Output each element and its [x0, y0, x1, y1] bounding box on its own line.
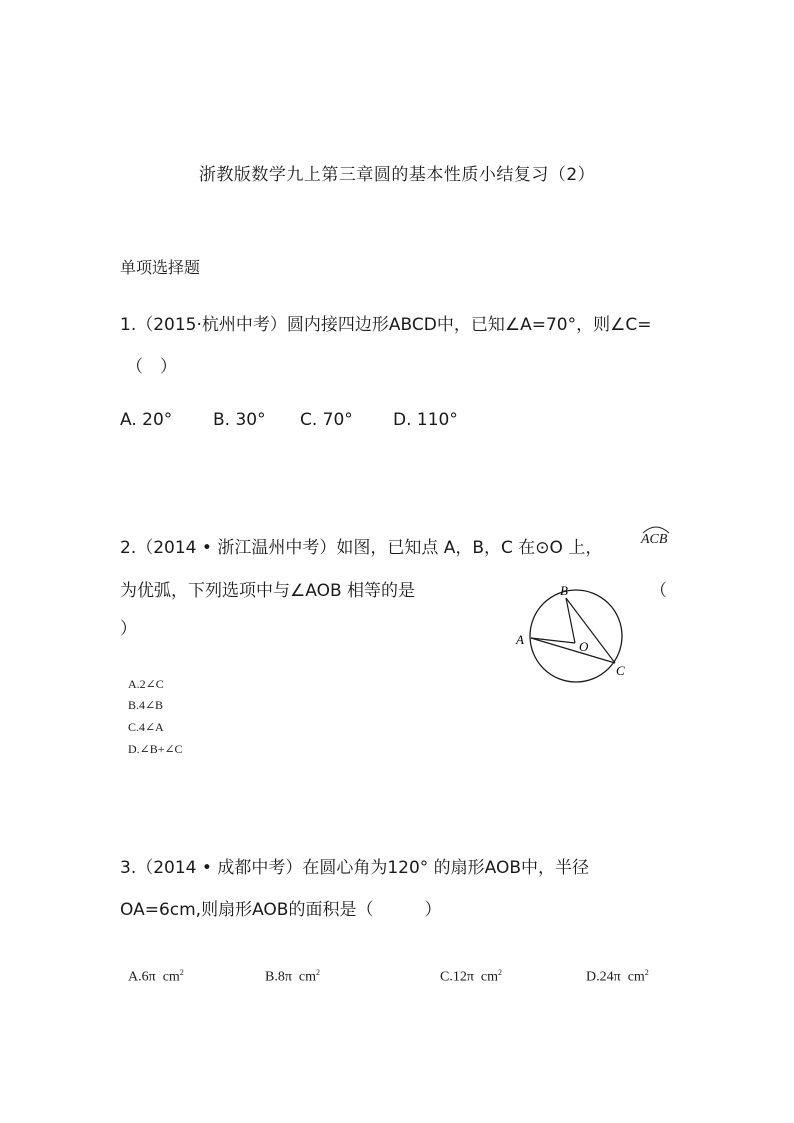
q3-option-a-unit: cm [162, 969, 180, 985]
q1-option-c: C. 70° [300, 410, 353, 430]
circle-figure [510, 580, 660, 695]
q2-arc-notation [641, 528, 667, 548]
q2-option-c: C.4∠A [128, 720, 164, 734]
section-heading: 单项选择题 [120, 258, 201, 277]
q3-option-b-unit: cm [298, 969, 317, 985]
q3-option-b-sup: 2 [316, 968, 321, 977]
q1-stem-line2: （ ） [126, 357, 177, 377]
q3-option-a [128, 968, 184, 986]
q2-arc-label: ACB [641, 532, 668, 547]
page-title: 浙教版数学九上第三章圆的基本性质小结复习（2） [198, 165, 596, 185]
q3-option-c [440, 968, 502, 986]
label-c: C [616, 663, 625, 678]
q3-option-b [265, 968, 320, 986]
q3-option-d [586, 968, 649, 986]
q2-stem-line2: 为优弧，下列选项中与∠AOB 相等的是 [120, 581, 416, 601]
q3-stem-line1: 3.（2014 • 成都中考）在圆心角为120° 的扇形AOB中，半径 [120, 858, 590, 878]
segment-bc [566, 598, 615, 663]
q1-option-b: B. 30° [213, 410, 266, 430]
label-a: A [516, 632, 524, 647]
q3-stem-line2: OA=6cm,则扇形AOB的面积是（ ） [120, 900, 442, 920]
q3-option-c-sup: 2 [498, 968, 503, 977]
q3-option-b-label: B.8π [265, 969, 292, 985]
q2-stem-line1: 2.（2014 • 浙江温州中考）如图，已知点 A，B，C 在⊙O 上， [120, 538, 603, 558]
q3-option-d-sup: 2 [644, 968, 649, 977]
q2-option-d: D.∠B+∠C [128, 742, 183, 756]
q3-option-a-label: A.6π [128, 969, 156, 985]
circle-o [530, 590, 622, 682]
segment-ac [531, 638, 615, 663]
label-b: B [560, 583, 568, 598]
q1-stem-line1: 1.（2015·杭州中考）圆内接四边形ABCD中，已知∠A=70°，则∠C= [120, 315, 652, 335]
q1-option-d: D. 110° [393, 410, 458, 430]
q2-paren-close: ） [120, 619, 137, 639]
arc-hat-icon [641, 523, 671, 535]
q3-option-d-unit: cm [627, 969, 645, 985]
q3-option-d-label: D.24π [586, 969, 621, 985]
q3-option-a-sup: 2 [179, 968, 184, 977]
q1-option-a: A. 20° [120, 410, 173, 430]
q2-option-a: A.2∠C [128, 677, 164, 691]
q2-option-b: B.4∠B [128, 698, 164, 712]
q2-paren-open: （ [650, 581, 667, 601]
q3-option-c-unit: cm [480, 969, 499, 985]
label-o: O [579, 639, 589, 654]
q3-option-c-label: C.12π [440, 969, 474, 985]
